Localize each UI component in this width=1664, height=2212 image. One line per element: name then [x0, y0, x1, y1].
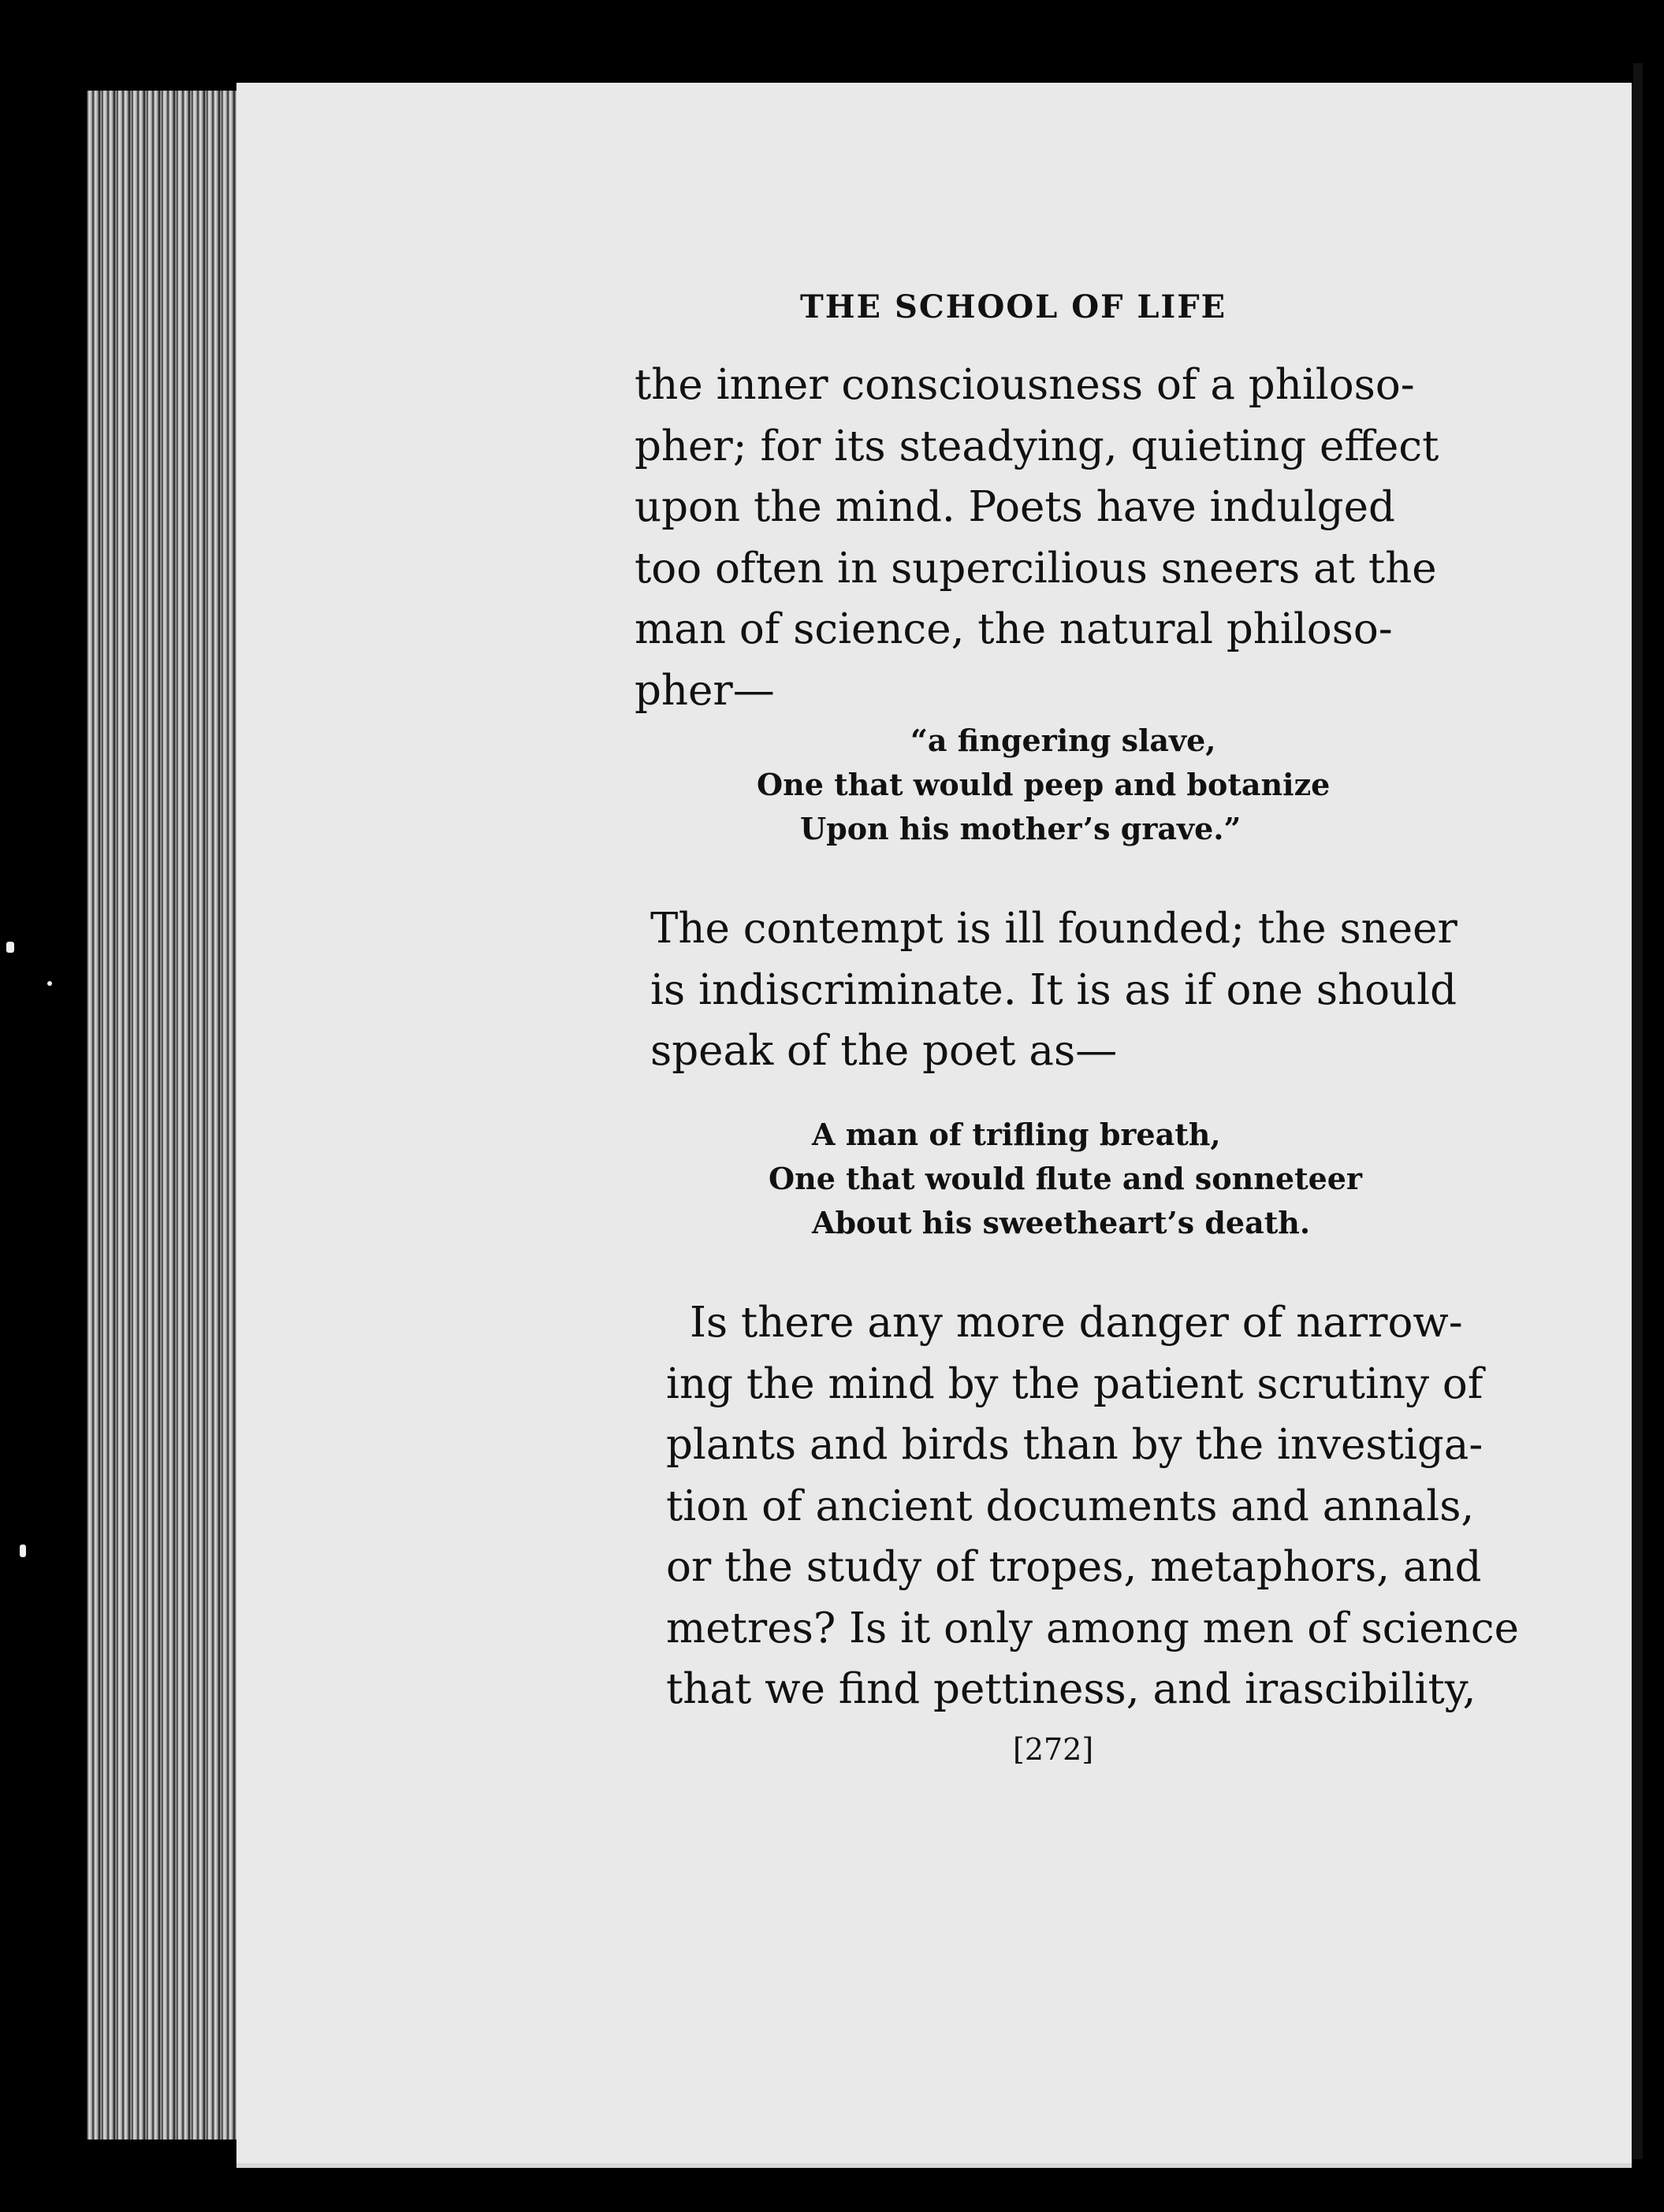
text-line: Is there any more danger of narrow-: [690, 1299, 1463, 1347]
text-line: The contempt is ill founded; the sneer: [650, 905, 1457, 953]
paragraph-2: [650, 898, 1457, 1082]
facing-page-edge: [1633, 63, 1643, 2159]
paragraph-3: [666, 1292, 1519, 1720]
paragraph-1: [635, 355, 1439, 721]
text-line: upon the mind. Poets have indulged: [635, 483, 1395, 531]
text-line: metres? Is it only among men of science: [666, 1604, 1519, 1652]
scan-speck: [6, 942, 14, 953]
running-head: THE SCHOOL OF LIFE: [800, 288, 1227, 325]
verse-line: One that would flute and sonneteer: [769, 1161, 1363, 1196]
verse-line: Upon his mother’s grave.”: [800, 811, 1241, 846]
text-line: pher; for its steadying, quieting effect: [635, 422, 1439, 470]
text-line: plants and birds than by the investiga-: [666, 1421, 1483, 1469]
text-line: ing the mind by the patient scrutiny of: [666, 1359, 1483, 1408]
page-number: [272]: [1013, 1732, 1094, 1767]
text-line: tion of ancient documents and annals,: [666, 1481, 1475, 1530]
text-line: or the study of tropes, metaphors, and: [666, 1543, 1482, 1591]
text-line: too often in supercilious sneers at the: [635, 544, 1437, 593]
verse-line: About his sweetheart’s death.: [812, 1205, 1311, 1240]
text-line: is indiscriminate. It is as if one should: [650, 965, 1457, 1014]
text-line: that we find pettiness, and irascibility,: [666, 1665, 1476, 1713]
verse-line: “a fingering slave,: [910, 723, 1216, 758]
text-line: the inner consciousness of a philoso-: [635, 361, 1415, 409]
verse-line: One that would peep and botanize: [757, 767, 1331, 802]
verse-quote-2: [769, 1113, 1362, 1245]
verse-line: A man of trifling breath,: [812, 1117, 1221, 1152]
verse-quote-1: [757, 719, 1330, 851]
text-line: speak of the poet as—: [650, 1027, 1118, 1075]
text-line: man of science, the natural philoso-: [635, 605, 1393, 653]
text-line: pher—: [635, 666, 775, 715]
scan-speck: [47, 981, 52, 986]
scan-speck: [20, 1545, 26, 1557]
